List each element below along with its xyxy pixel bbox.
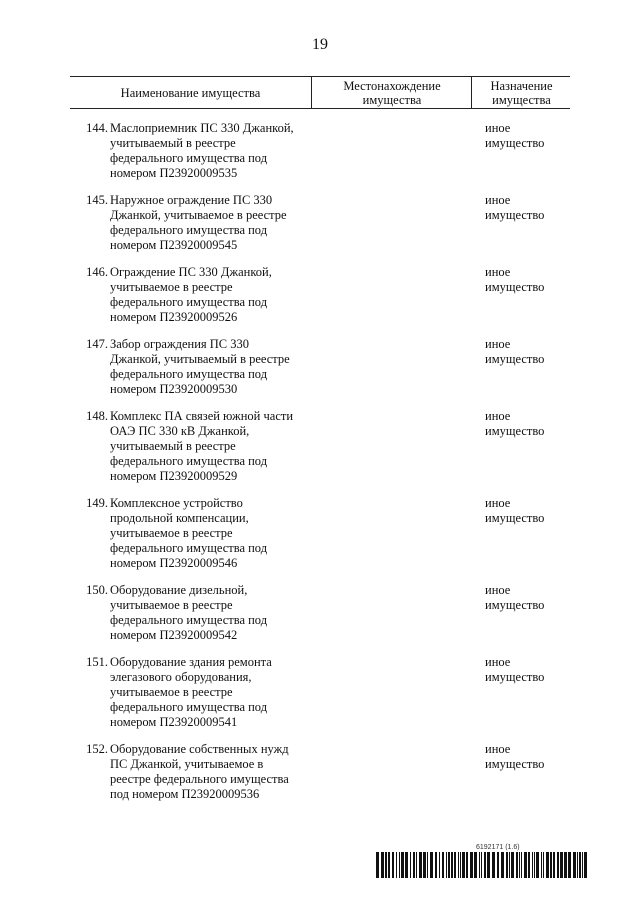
header-name-label: Наименование имущества [120,85,261,100]
row-purpose: иное имущество [485,121,545,151]
barcode-icon [376,852,590,878]
row-number: 149. [86,496,108,510]
row-number: 144. [86,121,108,135]
row-name: Ограждение ПС 330 Джанкой, учитываемое в реестре федерального имущества под номером П23920009526 [110,265,272,325]
row-name: Оборудование собственных нужд ПС Джанкой, учитываемое в реестре федерального имущества под номером П23920009536 [110,742,289,802]
row-purpose: иное имущество [485,409,545,439]
header-location-label-line1: Местонахождение [343,78,441,93]
row-purpose: иное имущество [485,655,545,685]
header-name-column [70,77,311,108]
page-number: 19 [312,36,328,53]
row-purpose: иное имущество [485,265,545,295]
row-name: Маслоприемник ПС 330 Джанкой, учитываемый в реестре федерального имущества под номером П23920009535 [110,121,294,181]
row-purpose: иное имущество [485,193,545,223]
row-purpose: иное имущество [485,496,545,526]
row-purpose: иное имущество [485,583,545,613]
row-purpose: иное имущество [485,337,545,367]
header-purpose-label-line1: Назначение [490,78,553,93]
row-name: Комплексное устройство продольной компенсации, учитываемое в реестре федерального имущества под номером П23920009546 [110,496,268,571]
row-number: 147. [86,337,108,351]
row-number: 151. [86,655,108,669]
row-number: 148. [86,409,108,423]
row-purpose: иное имущество [485,742,545,772]
table-header [70,76,570,109]
table-row [70,583,570,655]
row-number: 152. [86,742,108,756]
table-row [70,193,570,265]
row-name: Оборудование дизельной, учитываемое в реестре федерального имущества под номером П23920009542 [110,583,268,643]
table-row [70,742,570,814]
header-purpose-label-line2: имущества [492,92,551,107]
table-row [70,121,570,193]
row-number: 146. [86,265,108,279]
header-purpose-column [471,77,571,108]
table-row [70,337,570,409]
row-name: Комплекс ПА связей южной части ОАЭ ПС 330 кВ Джанкой, учитываемый в реестре федерального имущества под номером П23920009529 [110,409,294,484]
table-row [70,409,570,496]
table-row [70,496,570,583]
barcode-number: 6192171 (1.6) [476,844,520,851]
row-number: 150. [86,583,108,597]
row-number: 145. [86,193,108,207]
row-name: Забор ограждения ПС 330 Джанкой, учитываемый в реестре федерального имущества под номером П23920009530 [110,337,290,397]
header-location-label-line2: имущества [362,92,422,107]
row-name: Наружное ограждение ПС 330 Джанкой, учитываемое в реестре федерального имущества под номером П23920009545 [110,193,287,253]
row-name: Оборудование здания ремонта элегазового оборудования, учитываемое в реестре федерального имущества под номером П23920009541 [110,655,272,730]
table-row [70,265,570,337]
header-location-column [311,77,472,108]
table-body [70,121,570,814]
table-row [70,655,570,742]
